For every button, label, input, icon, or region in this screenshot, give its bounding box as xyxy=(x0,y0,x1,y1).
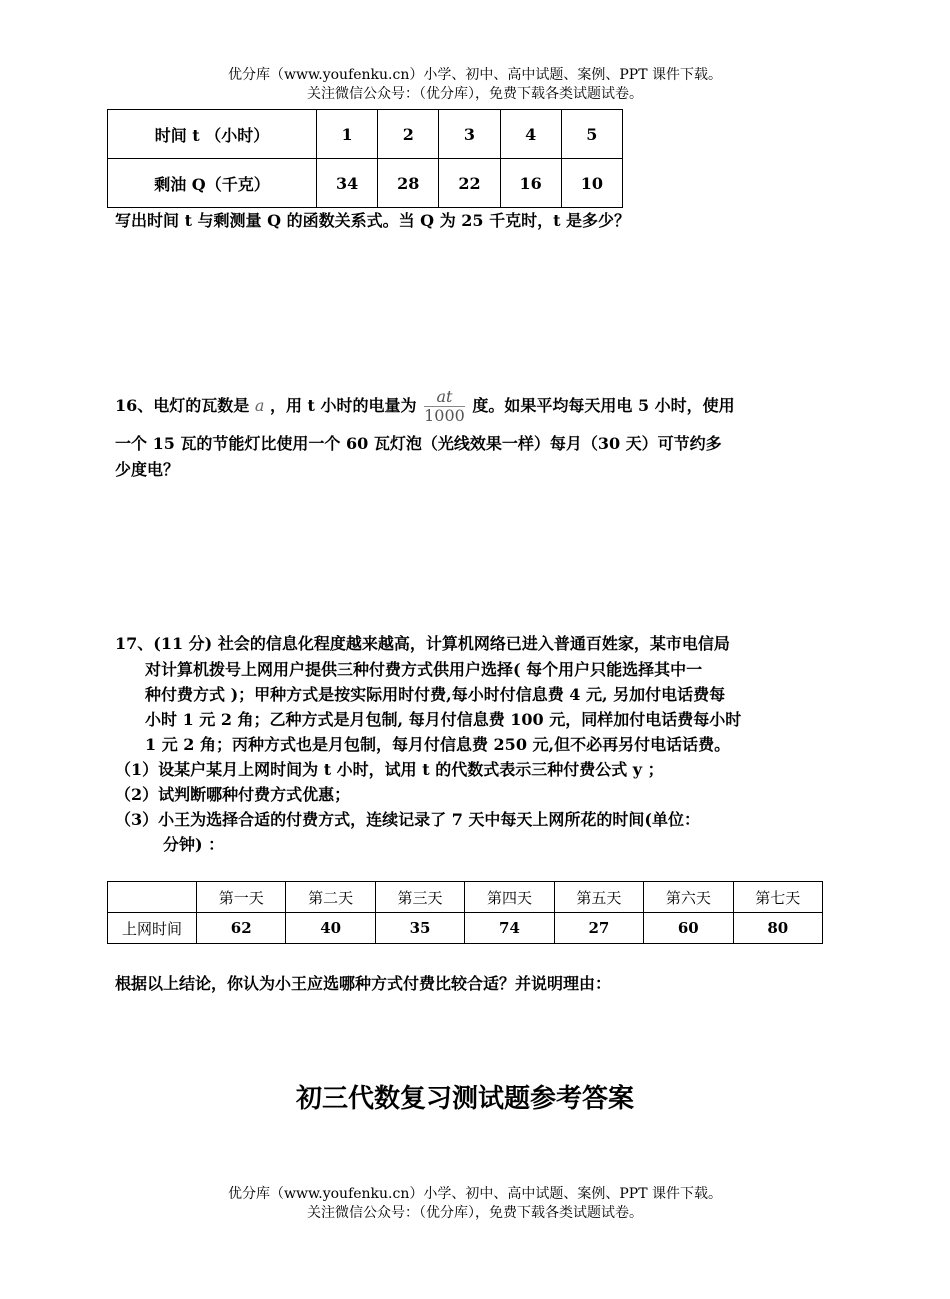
day-header: 第二天 xyxy=(286,882,375,913)
online-time-table xyxy=(107,881,823,944)
table-cell: 62 xyxy=(197,913,286,944)
q17-sub-1: （1）设某户某月上网时间为 t 小时，试用 t 的代数式表示三种付费公式 y ； xyxy=(115,760,664,779)
q17-line-5: 1 元 2 角；丙种方式也是月包制，每月付信息费 250 元,但不必再另付电话话费。 xyxy=(145,735,731,754)
q16-line-1 xyxy=(115,388,735,425)
q17-line-2: 对计算机拨号上网用户提供三种付费方式供用户选择( 每个用户只能选择其中一 xyxy=(145,660,703,679)
table-cell: 4 xyxy=(500,110,561,159)
table-row xyxy=(108,159,623,208)
table-cell: 3 xyxy=(439,110,500,159)
row-label-oil: 剩油 Q（千克） xyxy=(108,159,317,208)
q17-sub-3b: 分钟) ： xyxy=(163,835,225,854)
table-cell: 28 xyxy=(378,159,439,208)
q16-variable: a xyxy=(254,396,265,415)
q16-part-3: 度。如果平均每天用电 5 小时，使用 xyxy=(472,396,735,415)
table-cell: 2 xyxy=(378,110,439,159)
table-corner-cell xyxy=(108,882,197,913)
q17-line-1: 17、(11 分) 社会的信息化程度越来越高，计算机网络已进入普通百姓家，某市电信局 xyxy=(115,634,730,653)
day-header: 第四天 xyxy=(465,882,554,913)
q16-part-1: 16、电灯的瓦数是 xyxy=(115,396,250,415)
q16-part-2: ，用 t 小时的电量为 xyxy=(269,396,417,415)
footer-line-2: 关注微信公众号：（优分库），免费下载各类试题试卷。 xyxy=(307,1205,643,1221)
table-cell: 80 xyxy=(733,913,822,944)
table-row xyxy=(108,110,623,159)
table-cell: 22 xyxy=(439,159,500,208)
q16-fraction xyxy=(424,388,465,425)
day-header: 第六天 xyxy=(644,882,733,913)
conclusion-text: 根据以上结论，你认为小王应选哪种方式付费比较合适？并说明理由： xyxy=(115,974,612,993)
day-header: 第三天 xyxy=(375,882,464,913)
row-label-time: 时间 t （小时） xyxy=(108,110,317,159)
table-cell: 5 xyxy=(561,110,622,159)
table-cell: 1 xyxy=(317,110,378,159)
table-row xyxy=(108,913,823,944)
q17-sub-3a: （3）小王为选择合适的付费方式，连续记录了 7 天中每天上网所花的时间(单位： xyxy=(115,810,700,829)
table-cell: 27 xyxy=(554,913,643,944)
q15-text: 写出时间 t 与剩测量 Q 的函数关系式。当 Q 为 25 千克时，t 是多少？ xyxy=(115,211,631,230)
time-oil-table xyxy=(107,109,623,208)
day-header: 第七天 xyxy=(733,882,822,913)
header-line-1: 优分库（www.youfenku.cn）小学、初中、高中试题、案例、PPT 课件下载。 xyxy=(227,67,722,83)
table-cell: 34 xyxy=(317,159,378,208)
day-header: 第五天 xyxy=(554,882,643,913)
q17-line-3: 种付费方式 )；甲种方式是按实际用时付费,每小时付信息费 4 元, 另加付电话费每 xyxy=(145,685,726,704)
q16-line-3: 少度电？ xyxy=(115,460,180,479)
table-cell: 16 xyxy=(500,159,561,208)
table-cell: 10 xyxy=(561,159,622,208)
table-cell: 40 xyxy=(286,913,375,944)
row-label-online-time: 上网时间 xyxy=(108,913,197,944)
table-cell: 35 xyxy=(375,913,464,944)
table-row xyxy=(108,882,823,913)
answer-title: 初三代数复习测试题参考答案 xyxy=(295,1084,634,1114)
table-cell: 60 xyxy=(644,913,733,944)
header-line-2: 关注微信公众号：（优分库），免费下载各类试题试卷。 xyxy=(307,86,643,102)
q17-sub-2: （2）试判断哪种付费方式优惠； xyxy=(115,785,351,804)
q16-line-2: 一个 15 瓦的节能灯比使用一个 60 瓦灯泡（光线效果一样）每月（30 天）可节约多 xyxy=(115,434,722,453)
q17-line-4: 小时 1 元 2 角；乙种方式是月包制, 每月付信息费 100 元，同样加付电话费每小时 xyxy=(145,710,742,729)
fraction-numerator: at xyxy=(424,388,465,407)
table-cell: 74 xyxy=(465,913,554,944)
footer-line-1: 优分库（www.youfenku.cn）小学、初中、高中试题、案例、PPT 课件下载。 xyxy=(227,1186,722,1202)
fraction-denominator: 1000 xyxy=(424,406,465,425)
day-header: 第一天 xyxy=(197,882,286,913)
